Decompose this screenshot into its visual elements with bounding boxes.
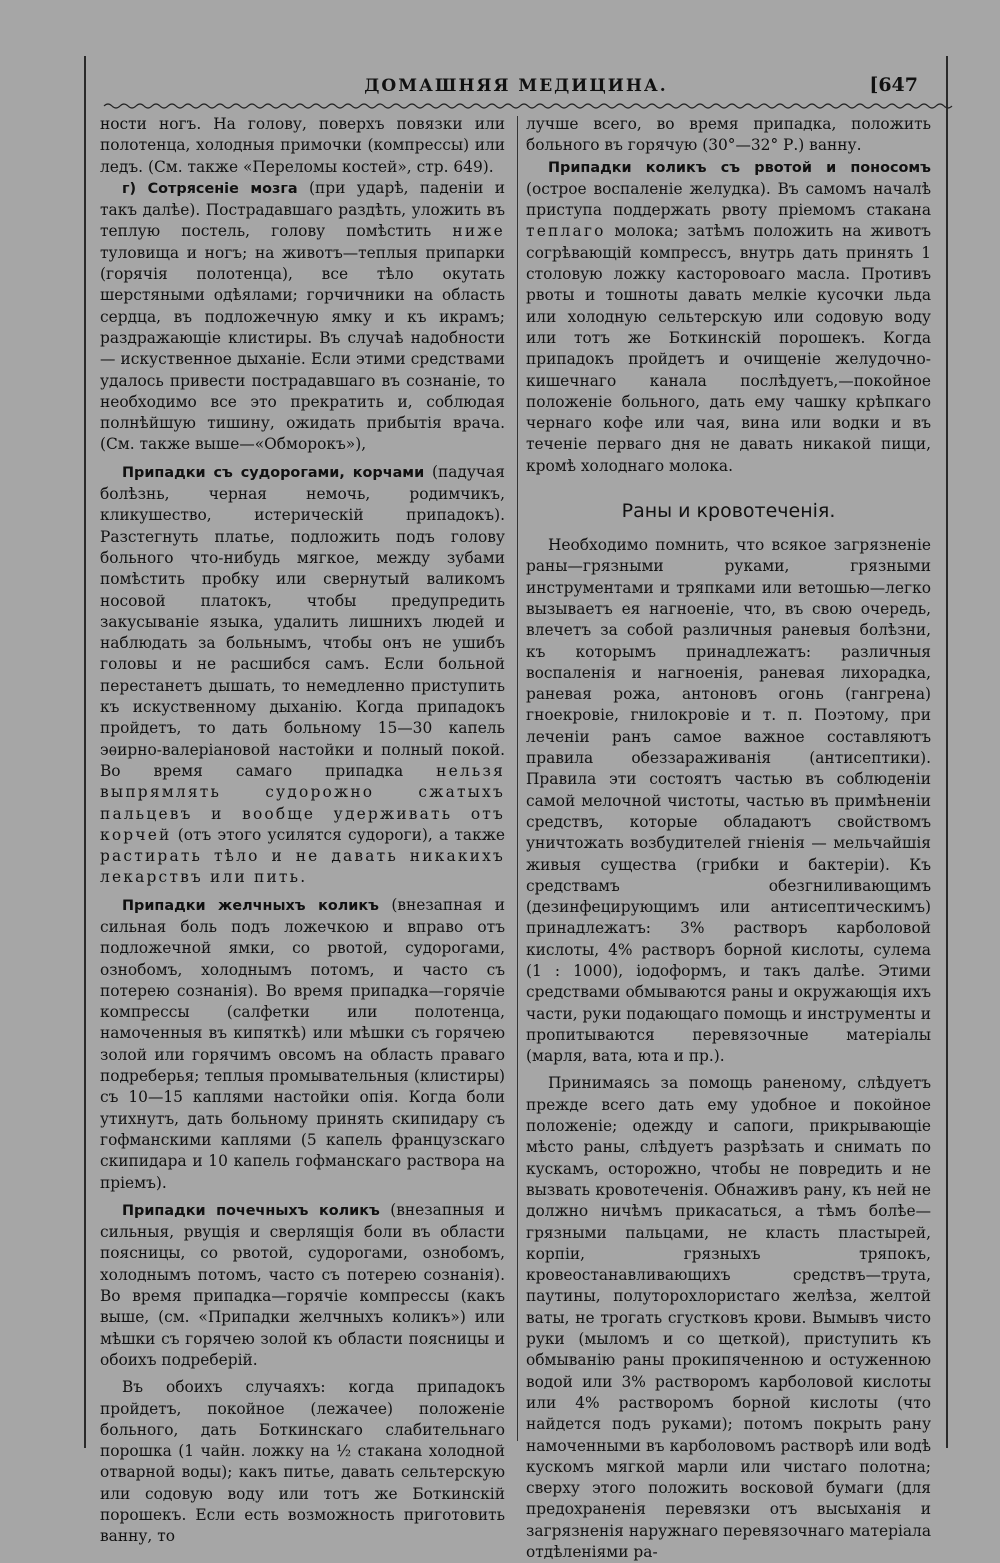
paragraph-biliary-colic: Припадки желчныхъ коликъ (внезапная и сильная боль подъ ложечкою и вправо отъ подложечной ямки, со рвотой, судорогами, ознобомъ, холоднымъ потомъ, и часто съ потерею сознанія). Во время припадка—горячіе компрессы (салфетки или полотенца, намоченныя въ кипяткѣ) или мѣшки съ горячею золой или горячимъ овсомъ на область праваго подреберья; теплыя промывательныя (клистиры) съ 10—15 каплями настойки опія. Когда боли утихнутъ, дать больному принять скипидару съ гофманскими каплями (5 капель французскаго скипидара и 10 капель гофманскаго раствора на пріемъ). [100, 895, 505, 1192]
paragraph-wound-antisepsis: Необходимо помнить, что всякое загрязненіе раны—грязными руками, грязными инструментами и тряпками или ветошью—легко вызываетъ ея нагноеніе, что, въ свою очередь, влечетъ за собой различныя раневыя болѣзни, къ которымъ принадлежатъ: различныя воспаленія и нагноенія, раневая лихорадка, раневая рожа, антоновъ огонь (гангрена) гноекровіе, гнилокровіе и т. п. Поэтому, при леченіи ранъ самое важное составляютъ правила обеззараживанія (антисептики). Правила эти состоятъ частью въ соблюденіи самой мелочной чистоты, частью въ примѣненіи средствъ, которые обладаютъ свойствомъ уничтожать возбудителей гніенія — мельчайшія живыя существа (грибки и бактеріи). Къ средствамъ обезгниливающимъ (дезинфецирующимъ или антисептическимъ) принадлежатъ: 3% растворъ карболовой кислоты, 4% растворъ борной кислоты, сулема (1 : 1000), іодоформъ, и такъ далѣе. Этими средствами обмываются раны и окружающія ихъ части, руки подающаго помощь и инструменты и пропитываются перевязочные матеріалы (марля, вата, юта и пр.). [526, 536, 931, 1066]
heading-renal-colic: Припадки почечныхъ коликъ [122, 1202, 380, 1219]
heading-colic-vomiting: Припадки коликъ съ рвотой и поносомъ [548, 159, 931, 176]
paragraph-both-cases: Въ обоихъ случаяхъ: когда припадокъ пройдетъ, покойное (лежачее) положеніе больного, дать Боткинскаго слабительнаго порошка (1 чайн. ложку на ½ стакана холодной отварной воды); какъ питье, давать сельтерскую или содовую воду или тотъ же Боткинскій порошекъ. Если есть возможность приготовить ванну, то [100, 1378, 505, 1546]
paragraph-continuation-right: лучше всего, во время припадка, положить больного въ горячую (30°—32° Р.) ванну. [526, 115, 931, 155]
column-divider [517, 116, 518, 1441]
page-number: [647 [869, 74, 918, 96]
left-column [100, 114, 505, 1546]
book-page [84, 56, 948, 1561]
decorative-wavy-rule [104, 102, 932, 110]
paragraph-continuation: ности ногъ. На голову, поверхъ повязки или полотенца, холодныя примочки (компрессы) или ледъ. (См. также «Переломы костей», стр. 649). [100, 115, 505, 176]
right-column [526, 114, 931, 1561]
section-title-wounds: Раны и кровотеченія. [621, 500, 836, 523]
paragraph-concussion: г) Сотрясеніе мозга (при ударѣ, паденіи и такъ далѣе). Пострадавшаго раздѣть, уложить въ теплую постель, голову помѣстить ниже туловища и ногъ; на животъ—теплыя припарки (горячія полотенца), все тѣло окутать шерстяными одѣялами; горчичники на область сердца, въ подложечную ямку и къ икрамъ; раздражающіе клистиры. Въ случаѣ надобности — искуственное дыханіе. Если этими средствами удалось привести пострадавшаго въ сознаніе, то необходимо все это прекратить и, соблюдая полнѣйшую тишину, ожидать прибытія врача. (См. также выше—«Обморокъ»), [100, 178, 505, 454]
paragraph-renal-colic: Припадки почечныхъ коликъ (внезапныя и сильныя, рвущія и сверлящія боли въ области поясницы, со рвотой, судорогами, ознобомъ, холоднымъ потомъ, часто съ потерею сознанія). Во время припадка—горячіе компрессы (какъ выше, (см. «Припадки желчныхъ коликъ») или мѣшки съ горячею золой къ области поясницы и обоихъ подреберій. [100, 1200, 505, 1369]
paragraph-wound-care: Принимаясь за помощь раненому, слѣдуетъ прежде всего дать ему удобное и покойное положеніе; одежду и сапоги, прикрывающіе мѣсто раны, слѣдуетъ разрѣзать и снимать по кускамъ, осторожно, чтобы не повредить и не вызвать кровотеченія. Обнаживъ рану, къ ней не должно ничѣмъ прикасаться, а тѣмъ болѣе—грязными пальцами, не класть пластырей, корпіи, грязныхъ тряпокъ, кровеостанавливающихъ средствъ—трута, паутины, полуторохлористаго желѣза, желтой ваты, не трогать сгустковъ крови. Вымывъ чисто руки (мыломъ и со щеткой), приступить къ обмыванію раны прокипяченною и остуженною водой или 3% растворомъ карболовой кислоты или 4% растворомъ борной кислоты (что найдется подъ руками); потомъ покрыть рану намоченными въ карболовомъ растворѣ или водѣ кускомъ мягкой марли или чистаго полотна; сверху этого положить восковой бумаги (для предохраненія перевязки отъ высыханія и загрязненія наружнаго перевязочнаго матеріала отдѣленіями ра- [526, 1074, 931, 1561]
heading-biliary-colic: Припадки желчныхъ коликъ [122, 897, 379, 914]
page-header [86, 74, 946, 104]
heading-concussion: г) Сотрясеніе мозга [122, 180, 298, 197]
paragraph-convulsions: Припадки съ судорогами, корчами (падучая болѣзнь, черная немочь, родимчикъ, кликушество, истерическій припадокъ). Разстегнуть платье, подложить подъ голову больного что-нибудь мягкое, между зубами помѣстить пробку или свернутый валикомъ носовой платокъ, чтобы предупредить закусываніе языка, удалить лишнихъ людей и наблюдать за больнымъ, чтобы онъ не ушибъ головы и не расшибся самъ. Если больной перестанетъ дышать, то немедленно приступить къ искуственному дыханію. Когда припадокъ пройдетъ, то дать больному 15—30 капель эѳирно-валеріановой настойки и полный покой. Во время самаго припадка нельзя выпрямлять судорожно сжатыхъ пальцевъ и вообще удерживать отъ корчей (отъ этого усилятся судороги), а также растирать тѣло и не давать никакихъ лекарствъ или пить. [100, 462, 505, 887]
heading-convulsions: Припадки съ судорогами, корчами [122, 464, 425, 481]
running-head: ДОМАШНЯЯ МЕДИЦИНА. [364, 76, 668, 96]
paragraph-colic-vomiting: Припадки коликъ съ рвотой и поносомъ (острое воспаленіе желудка). Въ самомъ началѣ приступа поддержать рвоту пріемомъ стакана теплаго молока; затѣмъ положить на животъ согрѣвающій компрессъ, внутрь дать принять 1 столовую ложку касторовоаго масла. Противъ рвоты и тошноты давать мелкіе кусочки льда или холодную сельтерскую или содовую воду или тотъ же Боткинскій порошекъ. Когда припадокъ пройдетъ и очищеніе желудочно-кишечнаго канала послѣдуетъ,—покойное положеніе больного, дать ему чашку крѣпкаго чернаго кофе или чая, вина или водки и въ теченіе перваго дня не давать никакой пищи, кромѣ холоднаго молока. [526, 159, 931, 475]
